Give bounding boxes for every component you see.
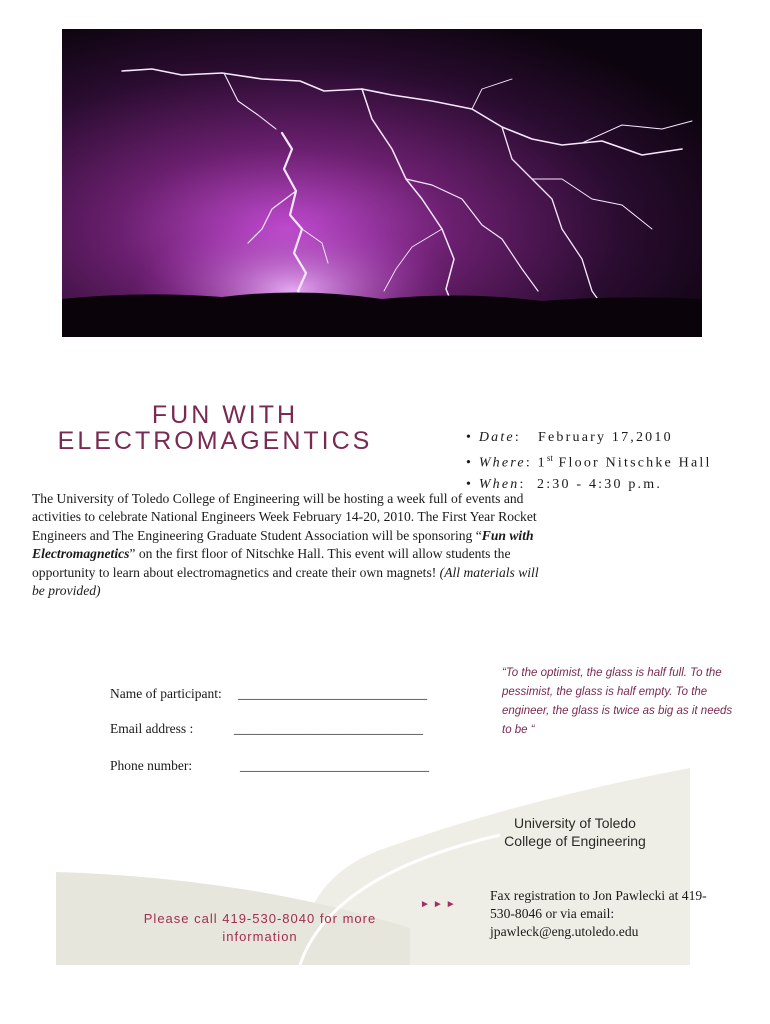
call-info: Please call 419-530-8040 for more information (143, 911, 377, 944)
engineer-quote: “To the optimist, the glass is half full. To the pessimist, the glass is half empty. To the engineer, the glass is twice as big as it needs to be “ (502, 667, 733, 736)
event-description (32, 490, 542, 600)
body-part-2: ” on the first floor of Nitschke Hall. This event will allow students the opportunity to learn about electromagnetics and create their own magnets! (32, 546, 511, 580)
date-value: February 17,2010 (538, 430, 673, 445)
event-name-emphasis: Fun with Electromagnetics (32, 527, 534, 562)
materials-note: (All materials will be provided) (32, 564, 539, 599)
phone-blank[interactable]: ____________________________ (240, 758, 429, 773)
where-label: Where (478, 455, 526, 471)
univ-line-1: University of Toledo (514, 815, 636, 831)
detail-where: • Where: 1st Floor Nitschke Hall (466, 453, 712, 471)
detail-date: • Date: February 17,2010 (466, 430, 673, 445)
when-value: 2:30 - 4:30 p.m. (537, 477, 663, 492)
lightning-photo (62, 29, 702, 337)
phone-label: Phone number: (110, 758, 193, 773)
title-line-2: ELECTROMAGENTICS (57, 427, 373, 455)
fax-registration: Fax registration to Jon Pawlecki at 419-530-8046 or via email: jpawleck@eng.utoledo.edu (490, 888, 707, 939)
when-label: When (478, 477, 520, 492)
date-label: Date (478, 430, 515, 445)
phone-field[interactable] (110, 758, 429, 774)
university-name (480, 814, 670, 850)
detail-when: • When: 2:30 - 4:30 p.m. (466, 477, 663, 492)
title-line-1: FUN WITH (151, 401, 299, 429)
email-field[interactable] (110, 721, 423, 737)
univ-line-2: College of Engineering (504, 833, 646, 849)
email-label: Email address : (110, 721, 194, 736)
email-blank[interactable]: ____________________________ (234, 721, 423, 736)
body-part-1: The University of Toledo College of Engineering will be hosting a week full of events and activities to celebrate National Engineers Week February 14-20, 2010. The First Year Rocket Engineers and The Engineering Graduate Student Association will be sponsoring “ (32, 491, 537, 543)
where-value-num: 1 (537, 455, 547, 471)
name-label: Name of participant: (110, 686, 222, 701)
name-field[interactable] (110, 686, 427, 702)
where-value-sup: st (546, 453, 553, 463)
where-value-rest: Floor Nitschke Hall (552, 455, 712, 471)
name-blank[interactable]: ____________________________ (238, 686, 427, 701)
arrow-icon: ►►► (420, 899, 459, 910)
